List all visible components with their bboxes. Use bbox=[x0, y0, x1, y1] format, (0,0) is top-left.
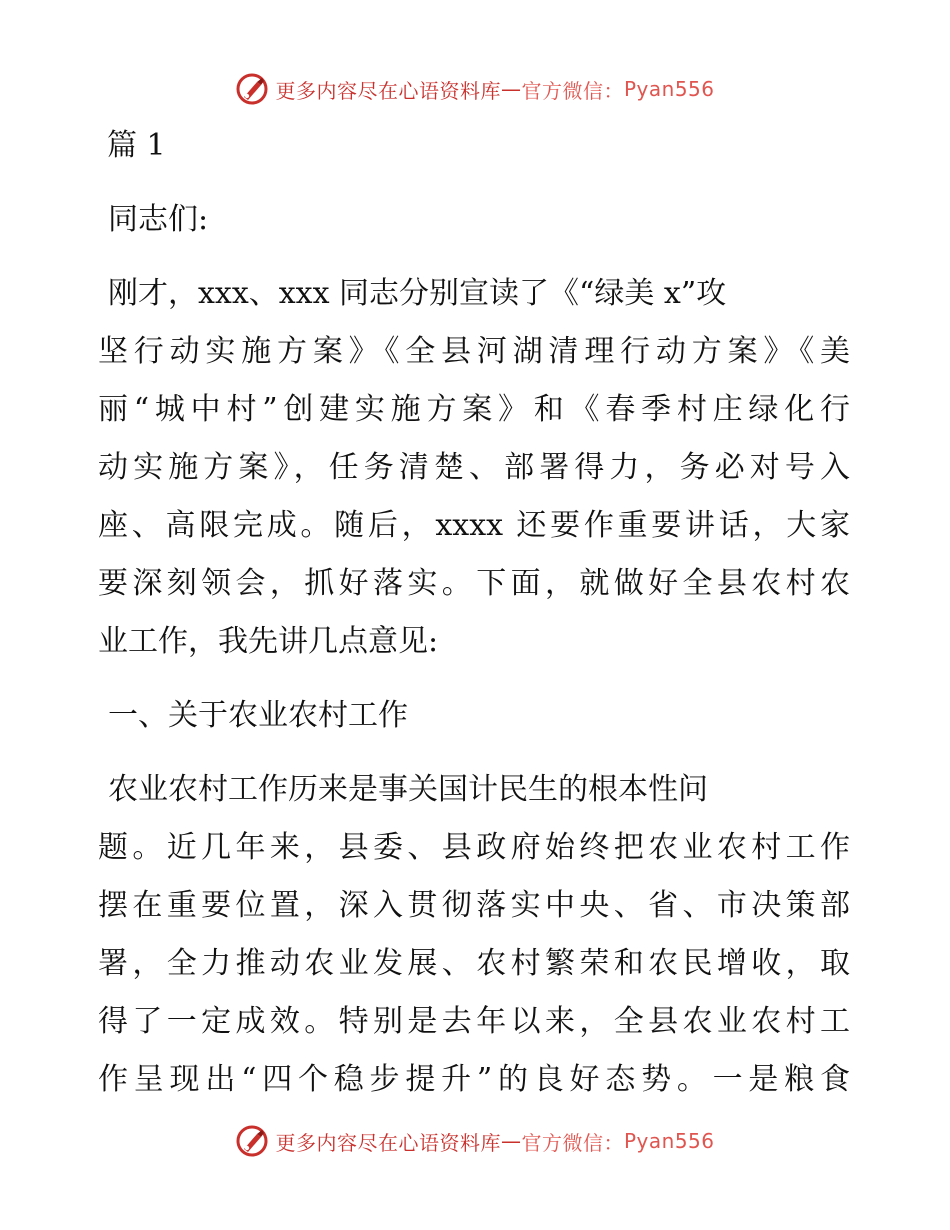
watermark-dash: — bbox=[500, 1129, 522, 1153]
doc-heading: 篇 1 bbox=[107, 128, 166, 163]
para2-line-2: 题。近几年来，县委、县政府始终把农业农村工作 bbox=[98, 830, 850, 865]
para2-line-1: 农业农村工作历来是事关国计民生的根本性问 bbox=[108, 772, 708, 807]
watermark-brand-text: 更多内容尽在心语资料库 bbox=[275, 1130, 501, 1155]
para1-line-5: 座、高限完成。随后，xxxx 还要作重要讲话，大家 bbox=[98, 508, 850, 543]
watermark-dash: — bbox=[500, 77, 522, 101]
para2-line-4: 署，全力推动农业发展、农村繁荣和农民增收，取 bbox=[98, 946, 850, 981]
para1-line-7: 业工作，我先讲几点意见: bbox=[98, 624, 439, 659]
para2-line-6: 作呈现出“四个稳步提升”的良好态势。一是粮食 bbox=[98, 1062, 850, 1097]
para1-line-2: 坚行动实施方案》《全县河湖清理行动方案》《美 bbox=[98, 334, 850, 369]
para2-line-3: 摆在重要位置，深入贯彻落实中央、省、市决策部 bbox=[98, 888, 850, 923]
para2-line-5: 得了一定成效。特别是去年以来，全县农业农村工 bbox=[98, 1004, 850, 1039]
footer-watermark bbox=[0, 1124, 950, 1158]
para1-line-4: 动实施方案》，任务清楚、部署得力，务必对号入 bbox=[98, 450, 850, 485]
watermark-brand-text: 更多内容尽在心语资料库 bbox=[275, 78, 501, 103]
quill-pen-logo-icon bbox=[235, 72, 269, 106]
quill-pen-logo-icon bbox=[235, 1124, 269, 1158]
para1-line-6: 要深刻领会，抓好落实。下面，就做好全县农村农 bbox=[98, 566, 850, 601]
watermark-wechat-id: Pyan556 bbox=[623, 77, 715, 101]
para1-line-1: 刚才，xxx、xxx 同志分别宣读了《“绿美 x”攻 bbox=[108, 276, 727, 311]
section-title: 一、关于农业农村工作 bbox=[108, 698, 408, 733]
header-watermark bbox=[0, 72, 950, 106]
doc-salutation: 同志们: bbox=[108, 202, 209, 237]
watermark-official-label: 官方微信： bbox=[521, 78, 624, 103]
para1-line-3: 丽“城中村”创建实施方案》和《春季村庄绿化行 bbox=[98, 392, 850, 427]
watermark-wechat-id: Pyan556 bbox=[623, 1129, 715, 1153]
watermark-official-label: 官方微信： bbox=[521, 1130, 624, 1155]
